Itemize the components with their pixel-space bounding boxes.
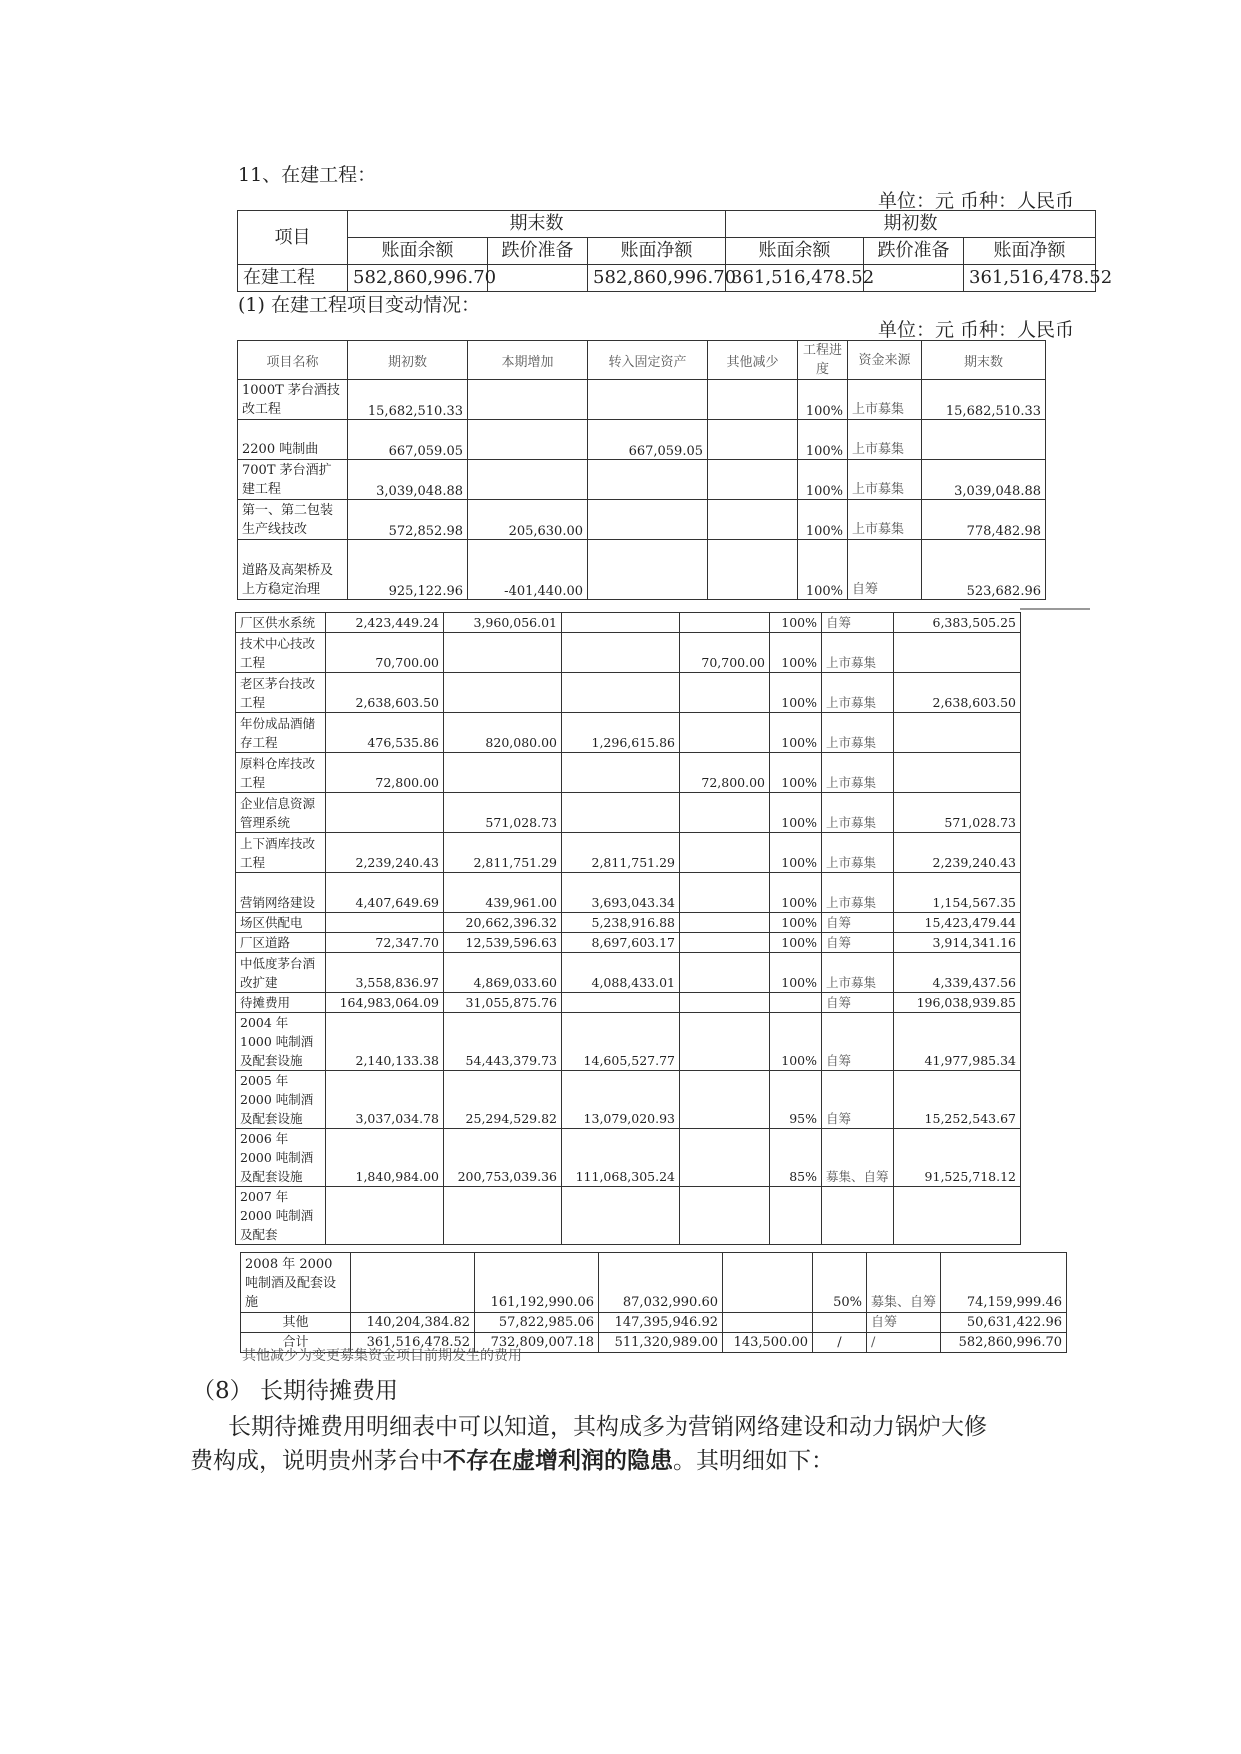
table-cell <box>326 793 444 833</box>
table-cell <box>680 793 770 833</box>
detail-table-b <box>235 612 1021 1245</box>
table-cell <box>864 265 964 292</box>
table-cell <box>680 713 770 753</box>
period-end-header: 期末数 <box>348 211 726 238</box>
table-cell: 20,662,396.32 <box>444 913 562 933</box>
table-cell: 100% <box>770 713 822 753</box>
table-row <box>236 873 1021 913</box>
table-row <box>236 1129 1021 1187</box>
table-cell: 4,869,033.60 <box>444 953 562 993</box>
table-cell: 2004 年 1000 吨制酒及配套设施 <box>236 1013 326 1071</box>
table-cell: 100% <box>798 500 848 540</box>
table-cell: 自筹 <box>867 1313 941 1333</box>
table-cell <box>562 753 680 793</box>
table-cell <box>723 1253 813 1313</box>
table-cell: 上市募集 <box>822 953 894 993</box>
table-cell: 5,238,916.88 <box>562 913 680 933</box>
table-cell <box>813 1313 867 1333</box>
table-cell: 自筹 <box>822 913 894 933</box>
table-cell <box>680 873 770 913</box>
table-cell: 72,800.00 <box>326 753 444 793</box>
table-row <box>236 1187 1021 1245</box>
table-cell: 上市募集 <box>822 793 894 833</box>
table-cell <box>723 1313 813 1333</box>
table-cell: 667,059.05 <box>588 420 708 460</box>
table-cell: 925,122.96 <box>348 540 468 600</box>
table-cell: 上市募集 <box>822 833 894 873</box>
table-cell: 25,294,529.82 <box>444 1071 562 1129</box>
table-cell: 第一、第二包装生产线技改 <box>238 500 348 540</box>
table-row <box>236 993 1021 1013</box>
table-cell: 15,423,479.44 <box>894 913 1021 933</box>
table-cell: 100% <box>798 420 848 460</box>
table-cell: 196,038,939.85 <box>894 993 1021 1013</box>
table-cell: 2200 吨制曲 <box>238 420 348 460</box>
period-begin-header: 期初数 <box>726 211 1096 238</box>
table-row <box>236 1071 1021 1129</box>
table-cell: 15,682,510.33 <box>348 380 468 420</box>
table-cell <box>894 633 1021 673</box>
table-cell: 667,059.05 <box>348 420 468 460</box>
column-header: 其他减少 <box>708 341 798 380</box>
table-cell: 2,638,603.50 <box>894 673 1021 713</box>
unit-label: 单位：元 币种：人民币 <box>878 319 1075 341</box>
table-cell <box>562 993 680 1013</box>
table-cell: 361,516,478.52 <box>351 1333 475 1353</box>
table-cell: 100% <box>798 380 848 420</box>
table-cell <box>444 633 562 673</box>
table-cell: 年份成品酒储存工程 <box>236 713 326 753</box>
table-cell: 57,822,985.06 <box>475 1313 599 1333</box>
table-cell: 1,840,984.00 <box>326 1129 444 1187</box>
paragraph-line1: 长期待摊费用明细表中可以知道，其构成多为营销网络建设和动力锅炉大修 <box>228 1414 987 1440</box>
table-cell: 13,079,020.93 <box>562 1071 680 1129</box>
table-cell <box>488 265 588 292</box>
table-cell: 3,558,836.97 <box>326 953 444 993</box>
table-cell <box>680 613 770 633</box>
table-cell: 571,028.73 <box>444 793 562 833</box>
table-cell: 15,682,510.33 <box>922 380 1046 420</box>
table-cell <box>680 933 770 953</box>
table-cell: 2,638,603.50 <box>326 673 444 713</box>
table-cell: 道路及高架桥及上方稳定治理 <box>238 540 348 600</box>
table-cell: 100% <box>770 913 822 933</box>
table-cell <box>680 953 770 993</box>
table-cell: 上市募集 <box>848 420 922 460</box>
table-cell: 在建工程 <box>238 265 348 292</box>
table-cell: 70,700.00 <box>680 633 770 673</box>
paragraph-bold-text: 不存在虚增利润的隐患 <box>443 1447 673 1474</box>
sub-header: 账面余额 <box>726 238 864 265</box>
table-cell: 4,407,649.69 <box>326 873 444 913</box>
table-cell <box>680 1013 770 1071</box>
table-cell: 6,383,505.25 <box>894 613 1021 633</box>
column-header: 期末数 <box>922 341 1046 380</box>
table-cell: 自筹 <box>822 933 894 953</box>
table-cell <box>588 380 708 420</box>
table-row <box>238 265 1096 292</box>
table-cell: 571,028.73 <box>894 793 1021 833</box>
table-cell: 100% <box>770 673 822 713</box>
column-header: 工程进度 <box>798 341 848 380</box>
table-cell: 上市募集 <box>822 713 894 753</box>
table-cell: 厂区供水系统 <box>236 613 326 633</box>
table-cell: 100% <box>770 613 822 633</box>
table-cell: 95% <box>770 1071 822 1129</box>
table-row <box>238 380 1046 420</box>
table-cell: 41,977,985.34 <box>894 1013 1021 1071</box>
table-cell: 上市募集 <box>822 873 894 913</box>
table-cell: 自筹 <box>822 613 894 633</box>
table-cell: 上市募集 <box>848 460 922 500</box>
table-cell: / <box>813 1333 867 1353</box>
table-cell: 中低度茅台酒改扩建 <box>236 953 326 993</box>
table-cell: 待摊费用 <box>236 993 326 1013</box>
table-cell: 自筹 <box>822 993 894 1013</box>
table-cell: 自筹 <box>822 1071 894 1129</box>
table-cell: 2,811,751.29 <box>444 833 562 873</box>
table-cell: 572,852.98 <box>348 500 468 540</box>
table-cell: 3,960,056.01 <box>444 613 562 633</box>
table-cell: 上市募集 <box>822 633 894 673</box>
cut-note: 其他减少为变更募集资金项目前期发生的费用 <box>242 1348 522 1364</box>
table-cell <box>922 420 1046 460</box>
table-cell: 4,088,433.01 <box>562 953 680 993</box>
table-cell: 上下酒库技改工程 <box>236 833 326 873</box>
table-cell: / <box>867 1333 941 1353</box>
table-cell: 3,914,341.16 <box>894 933 1021 953</box>
table-row <box>236 933 1021 953</box>
sub-header: 跌价准备 <box>864 238 964 265</box>
summary-table <box>237 210 1113 292</box>
table-cell: 87,032,990.60 <box>599 1253 723 1313</box>
table-cell: 上市募集 <box>848 380 922 420</box>
table-cell <box>326 1187 444 1245</box>
paragraph-line2 <box>190 1442 834 1475</box>
table-cell: 募集、自筹 <box>867 1253 941 1313</box>
table-cell: 12,539,596.63 <box>444 933 562 953</box>
table-cell: 1,296,615.86 <box>562 713 680 753</box>
unit-label: 单位：元 币种：人民币 <box>878 190 1075 212</box>
table-cell: 合计 <box>241 1333 351 1353</box>
table-row <box>236 953 1021 993</box>
table-cell <box>680 833 770 873</box>
table-cell: 72,347.70 <box>326 933 444 953</box>
table-cell <box>444 1187 562 1245</box>
table-row <box>236 793 1021 833</box>
table-cell: 523,682.96 <box>922 540 1046 600</box>
table-cell <box>562 673 680 713</box>
table-cell <box>680 1187 770 1245</box>
table-cell <box>588 500 708 540</box>
table-row <box>236 1013 1021 1071</box>
table-cell: 582,860,996.70 <box>348 265 488 292</box>
table-cell: 50% <box>813 1253 867 1313</box>
table-cell: 上市募集 <box>822 753 894 793</box>
table-cell <box>708 420 798 460</box>
table-cell <box>708 540 798 600</box>
table-cell: 50,631,422.96 <box>941 1313 1067 1333</box>
table-cell: 72,800.00 <box>680 753 770 793</box>
table-cell <box>708 460 798 500</box>
table-cell <box>680 913 770 933</box>
table-cell: 老区茅台技改工程 <box>236 673 326 713</box>
table-cell: 511,320,989.00 <box>599 1333 723 1353</box>
table-cell: 营销网络建设 <box>236 873 326 913</box>
table-cell: 1000T 茅台酒技改工程 <box>238 380 348 420</box>
sub-header: 账面净额 <box>964 238 1096 265</box>
column-header: 资金来源 <box>848 341 922 380</box>
table-cell: 200,753,039.36 <box>444 1129 562 1187</box>
table-cell: 111,068,305.24 <box>562 1129 680 1187</box>
col-item: 项目 <box>238 211 348 265</box>
table-cell: 100% <box>770 633 822 673</box>
table-cell: 1,154,567.35 <box>894 873 1021 913</box>
sub-header: 账面净额 <box>588 238 726 265</box>
table-cell: 募集、自筹 <box>822 1129 894 1187</box>
table-cell: 140,204,384.82 <box>351 1313 475 1333</box>
table-cell: 自筹 <box>822 1013 894 1071</box>
paragraph-text: 费构成，说明贵州茅台中 <box>190 1448 443 1474</box>
table-cell <box>680 673 770 713</box>
table-cell: 2,140,133.38 <box>326 1013 444 1071</box>
table-cell: 100% <box>770 753 822 793</box>
table-cell: -401,440.00 <box>468 540 588 600</box>
table-cell: 85% <box>770 1129 822 1187</box>
table-cell: 8,697,603.17 <box>562 933 680 953</box>
table-row <box>236 913 1021 933</box>
table-row <box>236 713 1021 753</box>
table-cell: 74,159,999.46 <box>941 1253 1067 1313</box>
table-row <box>241 1313 1067 1333</box>
table-cell: 100% <box>798 460 848 500</box>
table-cell: 3,037,034.78 <box>326 1071 444 1129</box>
table-cell <box>680 1129 770 1187</box>
sub-header: 跌价准备 <box>488 238 588 265</box>
table-cell: 3,039,048.88 <box>922 460 1046 500</box>
table-row <box>236 833 1021 873</box>
table-cell: 31,055,875.76 <box>444 993 562 1013</box>
table-row <box>236 633 1021 673</box>
table-cell: 原料仓库技改工程 <box>236 753 326 793</box>
table-cell: 361,516,478.52 <box>726 265 864 292</box>
column-header: 项目名称 <box>238 341 348 380</box>
sub-header: 账面余额 <box>348 238 488 265</box>
table-cell: 361,516,478.52 <box>964 265 1096 292</box>
table-cell <box>770 993 822 1013</box>
column-header: 期初数 <box>348 341 468 380</box>
table-cell: 439,961.00 <box>444 873 562 913</box>
section-title: 11、在建工程： <box>238 164 377 186</box>
table-cell: 15,252,543.67 <box>894 1071 1021 1129</box>
table-cell: 70,700.00 <box>326 633 444 673</box>
table-row <box>236 753 1021 793</box>
table-cell <box>894 1187 1021 1245</box>
table-cell: 54,443,379.73 <box>444 1013 562 1071</box>
table-cell: 100% <box>770 953 822 993</box>
table-cell <box>708 380 798 420</box>
table-cell <box>822 1187 894 1245</box>
table-cell: 2,811,751.29 <box>562 833 680 873</box>
table-cell <box>708 500 798 540</box>
table-cell: 2005 年 2000 吨制酒及配套设施 <box>236 1071 326 1129</box>
table-cell: 3,039,048.88 <box>348 460 468 500</box>
detail-table-a <box>237 340 1046 600</box>
table-cell: 100% <box>770 793 822 833</box>
table-cell: 100% <box>770 933 822 953</box>
table-cell: 147,395,946.92 <box>599 1313 723 1333</box>
table-cell <box>562 793 680 833</box>
table-cell <box>680 993 770 1013</box>
table-cell <box>468 380 588 420</box>
table-cell <box>444 753 562 793</box>
table-cell <box>894 753 1021 793</box>
table-cell <box>770 1187 822 1245</box>
table-cell: 820,080.00 <box>444 713 562 753</box>
table-row <box>241 1253 1067 1313</box>
table-cell: 14,605,527.77 <box>562 1013 680 1071</box>
table-cell: 582,860,996.70 <box>941 1333 1067 1353</box>
table-row <box>238 500 1046 540</box>
changes-title: (1) 在建工程项目变动情况： <box>238 294 480 316</box>
table-row <box>238 460 1046 500</box>
table-cell: 4,339,437.56 <box>894 953 1021 993</box>
table-cell: 778,482.98 <box>922 500 1046 540</box>
table-cell <box>468 420 588 460</box>
table-cell: 2007 年 2000 吨制酒及配套 <box>236 1187 326 1245</box>
table-cell: 100% <box>770 1013 822 1071</box>
table-cell: 2,239,240.43 <box>894 833 1021 873</box>
table-cell <box>894 713 1021 753</box>
table-cell: 100% <box>770 873 822 913</box>
table-cell: 企业信息资源管理系统 <box>236 793 326 833</box>
table-cell <box>562 1187 680 1245</box>
table-cell: 100% <box>798 540 848 600</box>
table-cell <box>562 633 680 673</box>
table-row <box>236 613 1021 633</box>
column-header: 转入固定资产 <box>588 341 708 380</box>
table-cell: 上市募集 <box>848 500 922 540</box>
table-cell: 91,525,718.12 <box>894 1129 1021 1187</box>
table-cell: 205,630.00 <box>468 500 588 540</box>
table-cell: 场区供配电 <box>236 913 326 933</box>
table-cell <box>562 613 680 633</box>
table-cell: 700T 茅台酒扩建工程 <box>238 460 348 500</box>
table-cell <box>680 1071 770 1129</box>
table-cell: 143,500.00 <box>723 1333 813 1353</box>
table-cell <box>588 460 708 500</box>
paragraph-text: 。其明细如下： <box>673 1448 834 1474</box>
table-row <box>236 673 1021 713</box>
table-cell: 2006 年 2000 吨制酒及配套设施 <box>236 1129 326 1187</box>
table-cell: 技术中心技改工程 <box>236 633 326 673</box>
table-cell: 582,860,996.70 <box>588 265 726 292</box>
table-cell: 其他 <box>241 1313 351 1333</box>
table-cell: 161,192,990.06 <box>475 1253 599 1313</box>
section8-title: （8） 长期待摊费用 <box>192 1378 398 1404</box>
table-cell <box>444 673 562 713</box>
table-cell: 上市募集 <box>822 673 894 713</box>
table-cell: 自筹 <box>848 540 922 600</box>
table-cell: 3,693,043.34 <box>562 873 680 913</box>
table-cell: 2,423,449.24 <box>326 613 444 633</box>
table-cell: 厂区道路 <box>236 933 326 953</box>
table-cell: 164,983,064.09 <box>326 993 444 1013</box>
table-cell: 476,535.86 <box>326 713 444 753</box>
table-cell: 2008 年 2000 吨制酒及配套设施 <box>241 1253 351 1313</box>
table-cell <box>351 1253 475 1313</box>
table-cell: 100% <box>770 833 822 873</box>
table-cell <box>326 913 444 933</box>
table-cell <box>588 540 708 600</box>
table-row <box>238 420 1046 460</box>
table-cell: 2,239,240.43 <box>326 833 444 873</box>
detail-table-c <box>240 1252 1067 1353</box>
divider <box>1020 608 1090 610</box>
table-cell: 732,809,007.18 <box>475 1333 599 1353</box>
table-cell <box>468 460 588 500</box>
table-row <box>238 540 1046 600</box>
column-header: 本期增加 <box>468 341 588 380</box>
